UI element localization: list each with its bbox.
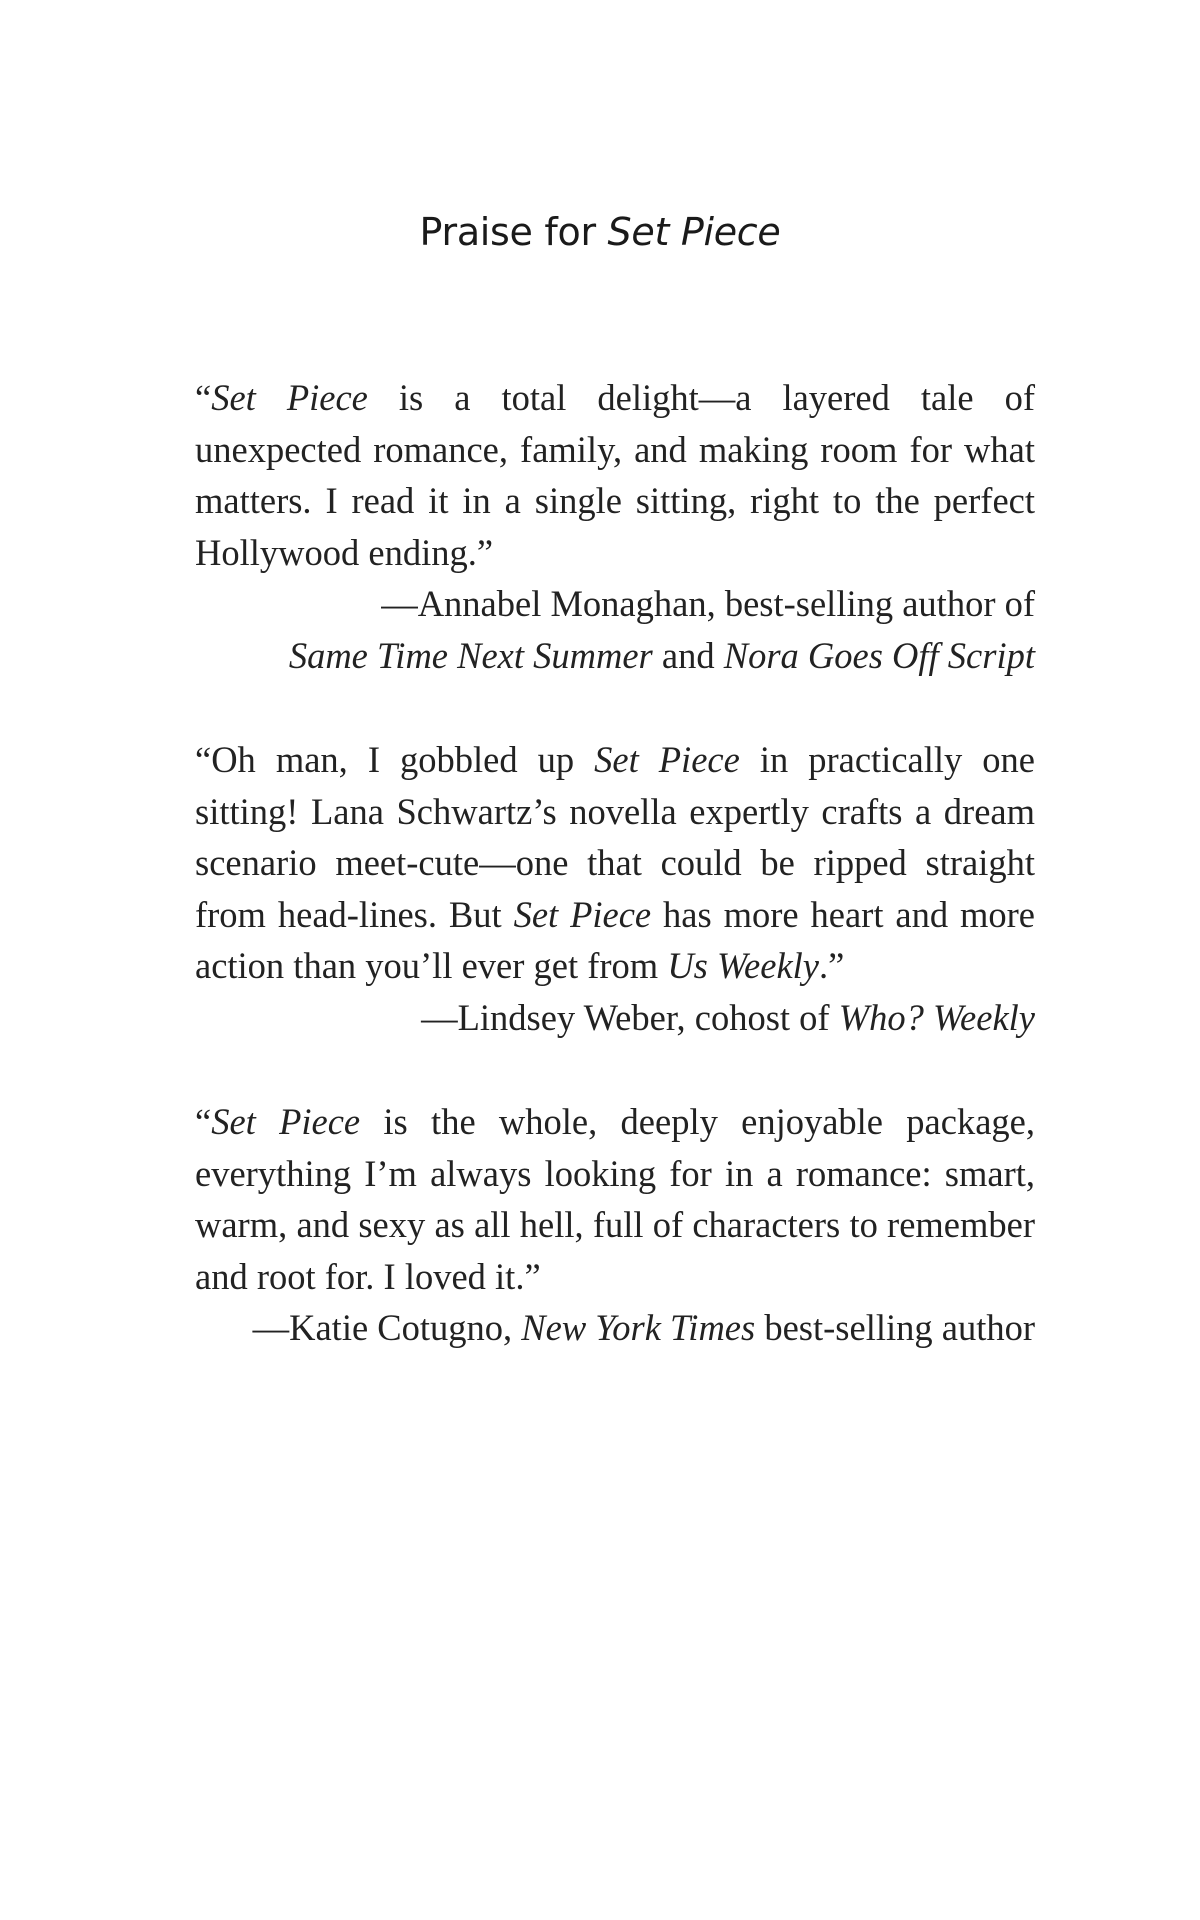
blurb-annabel-monaghan bbox=[195, 372, 1035, 681]
blurb-attribution bbox=[195, 578, 1035, 681]
blurb-quote bbox=[195, 372, 1035, 578]
work-conjunction: and bbox=[652, 634, 724, 676]
attribution-credential: best-selling author bbox=[755, 1307, 1035, 1348]
blurb-katie-cotugno bbox=[195, 1096, 1035, 1354]
attribution-works bbox=[195, 630, 1035, 682]
attribution-publication: New York Times bbox=[521, 1307, 756, 1348]
blurb-quote bbox=[195, 1096, 1035, 1302]
work-title-1: Same Time Next Summer bbox=[288, 634, 653, 676]
quote-magazine-title: Us Weekly bbox=[667, 945, 819, 986]
quote-open: “ bbox=[195, 1101, 212, 1142]
quote-book-title: Set Piece bbox=[211, 377, 368, 418]
heading-prefix: Praise for bbox=[419, 210, 608, 254]
blurb-lindsey-weber bbox=[195, 734, 1035, 1043]
work-title-2: Nora Goes Off Script bbox=[723, 634, 1035, 676]
attribution-author: —Lindsey Weber, cohost of bbox=[421, 996, 839, 1038]
blurb-attribution bbox=[195, 1302, 1035, 1354]
attribution-podcast-title: Who? Weekly bbox=[838, 996, 1035, 1038]
quote-text: is a total delight—a layered tale of unexpected romance, family, and making room for what matters. I read it in a single sitting, right to the perfect Hollywood ending.” bbox=[195, 377, 1035, 573]
attribution-author: —Annabel Monaghan, best-selling author of bbox=[381, 583, 1035, 624]
quote-book-title: Set Piece bbox=[513, 893, 652, 935]
quote-text: has more heart and more action than you’ll ever get from bbox=[195, 893, 1035, 986]
quote-close: .” bbox=[819, 945, 845, 986]
quote-text: in practically one sitting! Lana Schwartz’s novella expertly crafts a dream scenario meet-cute—one that could be ripped straight from head-lines. But bbox=[195, 739, 1035, 935]
blurb-attribution bbox=[195, 992, 1035, 1044]
page-heading bbox=[0, 210, 1200, 254]
attribution-author: —Katie Cotugno, bbox=[252, 1307, 522, 1348]
quote-text: “Oh man, I gobbled up bbox=[195, 739, 595, 780]
blurb-quote bbox=[195, 734, 1035, 992]
quote-book-title: Set Piece bbox=[594, 739, 740, 780]
quote-text: is the whole, deeply enjoyable package, everything I’m always looking for in a romance: smart, warm, and sexy as all hell, full of characters to remember and root for. I loved it.” bbox=[195, 1101, 1035, 1297]
quote-book-title: Set Piece bbox=[211, 1101, 361, 1142]
heading-book-title: Set Piece bbox=[607, 210, 781, 254]
quote-open: “ bbox=[195, 377, 212, 418]
